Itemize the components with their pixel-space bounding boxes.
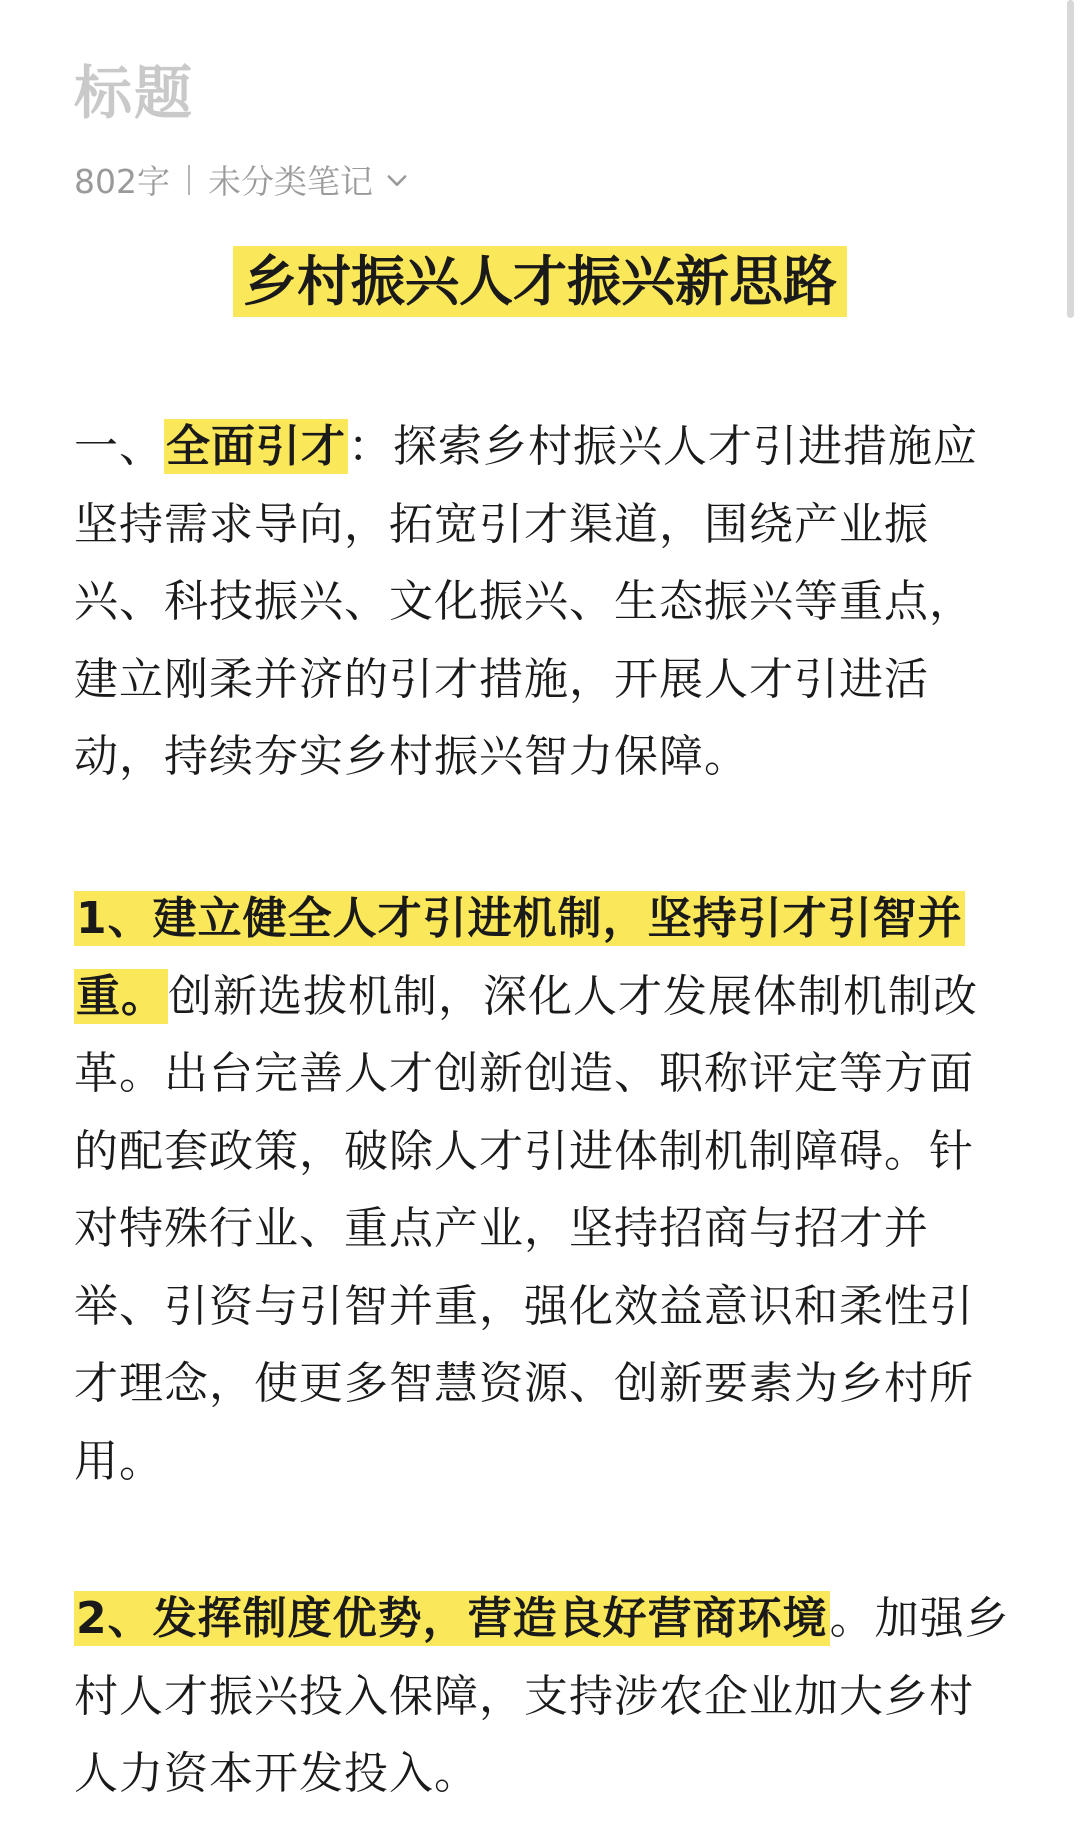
document-heading-text: 乡村振兴人才振兴新思路 xyxy=(233,246,847,317)
document-heading[interactable] xyxy=(0,240,1080,324)
section-body: 。加强乡村人才振兴投入保障，支持涉农企业加大乡村人力资本开发投入。 xyxy=(74,1593,1010,1799)
section-prefix: 一、 xyxy=(74,421,164,472)
paragraph-3[interactable] xyxy=(74,1580,1014,1813)
word-count: 802字 xyxy=(74,162,170,201)
section-highlight: 2、发挥制度优势，营造良好营商环境 xyxy=(76,1593,828,1644)
title-input[interactable]: 标题 xyxy=(74,59,195,127)
section-highlight: 1、建立健全人才引进机制，坚持引才引智并重。 xyxy=(76,893,963,1022)
section-highlight: 全面引才 xyxy=(166,421,346,472)
chevron-down-icon xyxy=(383,166,411,194)
category-label: 未分类笔记 xyxy=(208,162,373,201)
meta-divider xyxy=(188,165,190,195)
section-body: 创新选拔机制，深化人才发展体制机制改革。出台完善人才创新创造、职称评定等方面的配套政策，破除人才引进体制机制障碍。针对特殊行业、重点产业，坚持招商与招才并举、引资与引智并重，强化效益意识和柔性引才理念，使更多智慧资源、创新要素为乡村所用。 xyxy=(74,970,978,1487)
category-selector[interactable] xyxy=(208,156,411,203)
paragraph-1[interactable] xyxy=(74,408,1014,796)
section-body: ：探索乡村振兴人才引进措施应坚持需求导向，拓宽引才渠道，围绕产业振兴、科技振兴、文化振兴、生态振兴等重点，建立刚柔并济的引才措施，开展人才引进活动，持续夯实乡村振兴智力保障。 xyxy=(74,421,978,782)
note-meta xyxy=(74,156,411,203)
paragraph-2[interactable] xyxy=(74,880,1014,1500)
